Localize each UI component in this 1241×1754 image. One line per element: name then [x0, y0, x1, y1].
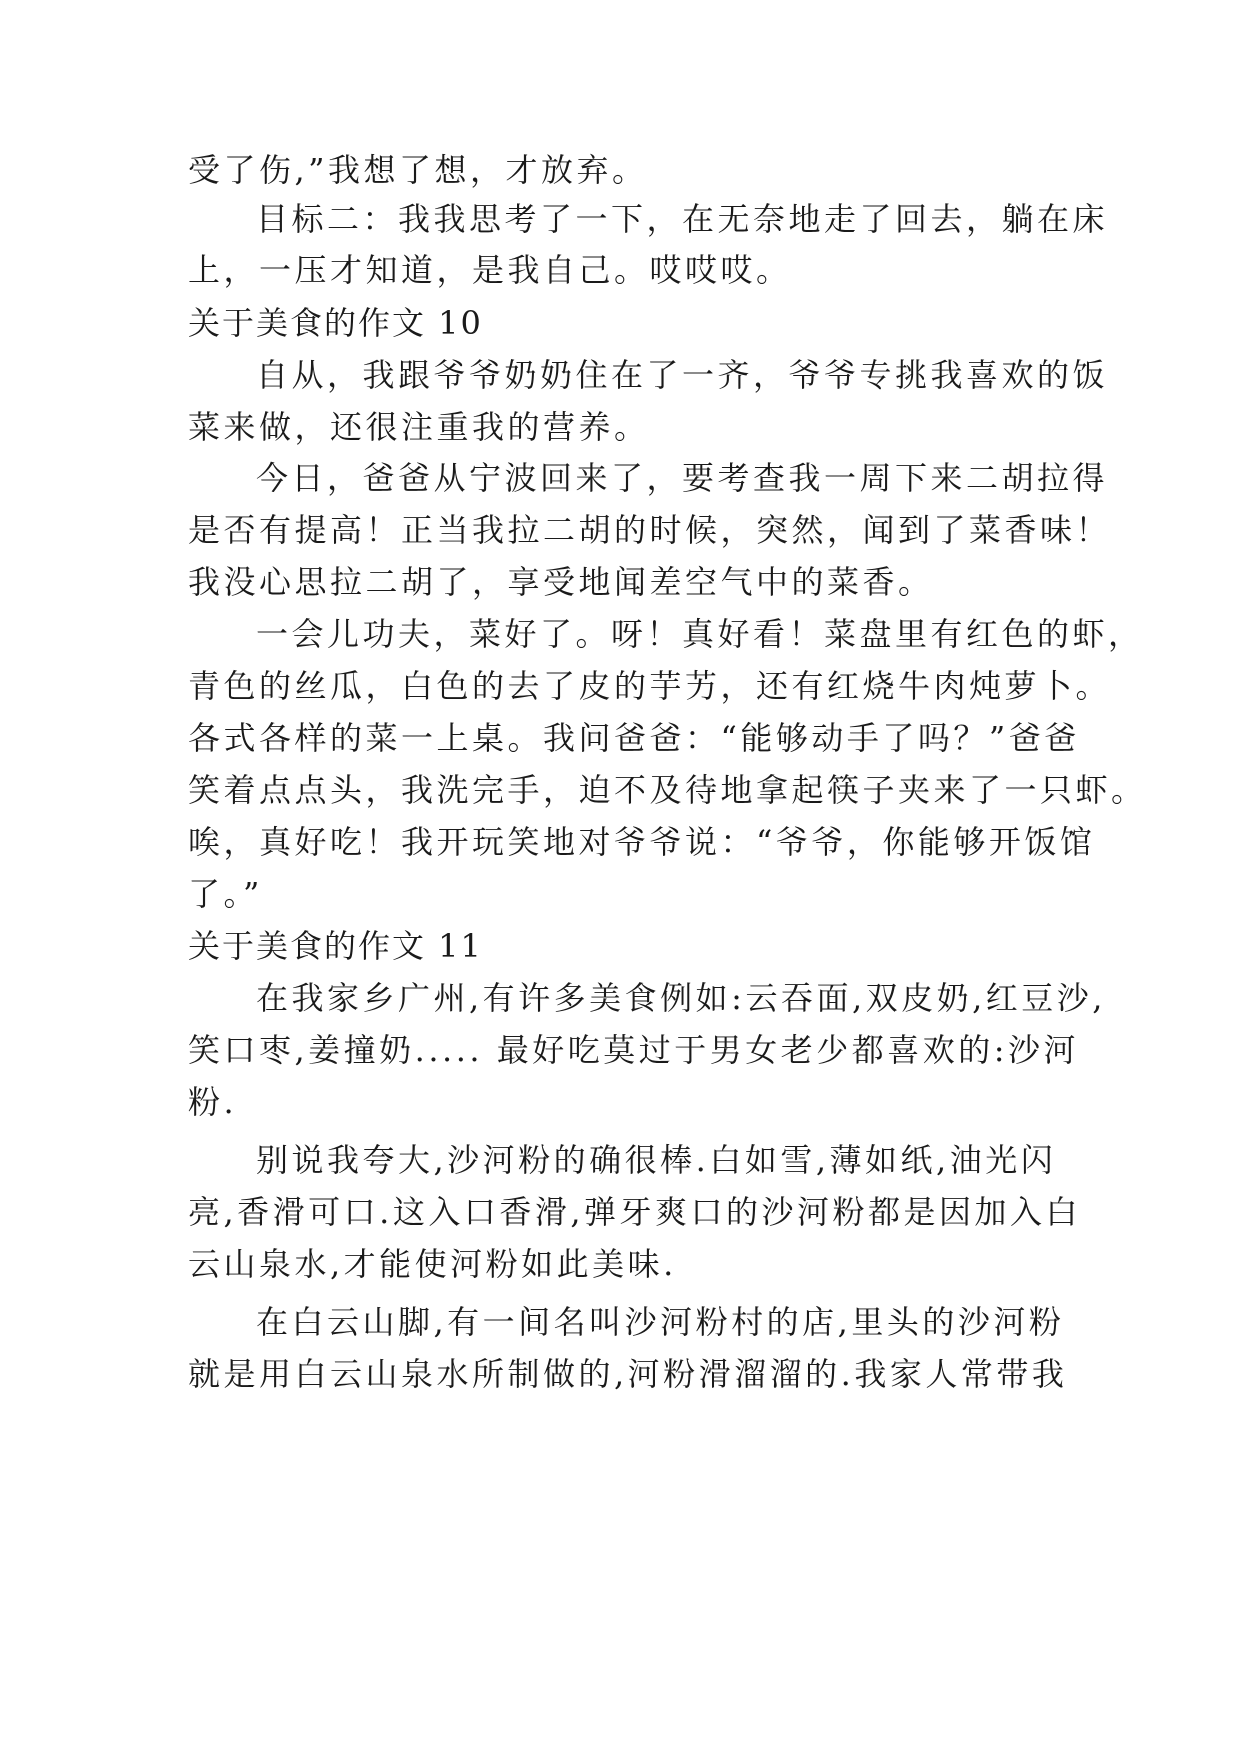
body-text-line: 粉.: [188, 1083, 238, 1121]
body-text-line: 上，一压才知道，是我自己。哎哎哎。: [188, 251, 792, 289]
paragraph-start-line: 自从，我跟爷爷奶奶住在了一齐，爷爷专挑我喜欢的饭: [256, 356, 1109, 394]
section-heading: 关于美食的作文 11: [188, 927, 483, 965]
body-text-line: 青色的丝瓜，白色的去了皮的芋艻，还有红烧牛肉炖萝卜。: [188, 667, 1112, 705]
paragraph-start-line: 在白云山脚,有一间名叫沙河粉村的店,里头的沙河粉: [256, 1303, 1065, 1341]
body-text-line: 菜来做，还很注重我的营养。: [188, 408, 650, 446]
paragraph-start-line: 在我家乡广州,有许多美食例如:云吞面,双皮奶,红豆沙,: [256, 979, 1106, 1017]
body-text-line: 亮,香滑可口.这入口香滑,弹牙爽口的沙河粉都是因加入白: [188, 1193, 1082, 1231]
body-text-line: 了。”: [188, 875, 263, 913]
body-text-line: 各式各样的菜一上桌。我问爸爸：“能够动手了吗？”爸爸: [188, 719, 1080, 757]
section-heading: 关于美食的作文 10: [188, 304, 483, 342]
body-text-line: 是否有提高！正当我拉二胡的时候，突然，闻到了菜香味！: [188, 511, 1112, 549]
paragraph-start-line: 一会儿功夫，菜好了。呀！真好看！菜盘里有红色的虾，: [256, 615, 1144, 653]
body-text-line: 受了伤,”我想了想，才放弃。: [188, 151, 648, 189]
body-text-line: 就是用白云山泉水所制做的,河粉滑溜溜的.我家人常带我: [188, 1355, 1068, 1393]
paragraph-start-line: 目标二：我我思考了一下，在无奈地走了回去，躺在床: [256, 200, 1109, 238]
body-text-line: 我没心思拉二胡了，享受地闻差空气中的菜香。: [188, 563, 934, 601]
body-text-line: 唉，真好吃！我开玩笑地对爷爷说：“爷爷，你能够开饭馆: [188, 823, 1096, 861]
body-text-line: 云山泉水,才能使河粉如此美味.: [188, 1245, 677, 1283]
paragraph-start-line: 今日，爸爸从宁波回来了，要考查我一周下来二胡拉得: [256, 459, 1109, 497]
paragraph-start-line: 别说我夸大,沙河粉的确很棒.白如雪,薄如纸,油光闪: [256, 1141, 1057, 1179]
body-text-line: 笑口枣,姜撞奶..... 最好吃莫过于男女老少都喜欢的:沙河: [188, 1031, 1079, 1069]
body-text-line: 笑着点点头，我洗完手，迫不及待地拿起筷子夹来了一只虾。: [188, 771, 1147, 809]
